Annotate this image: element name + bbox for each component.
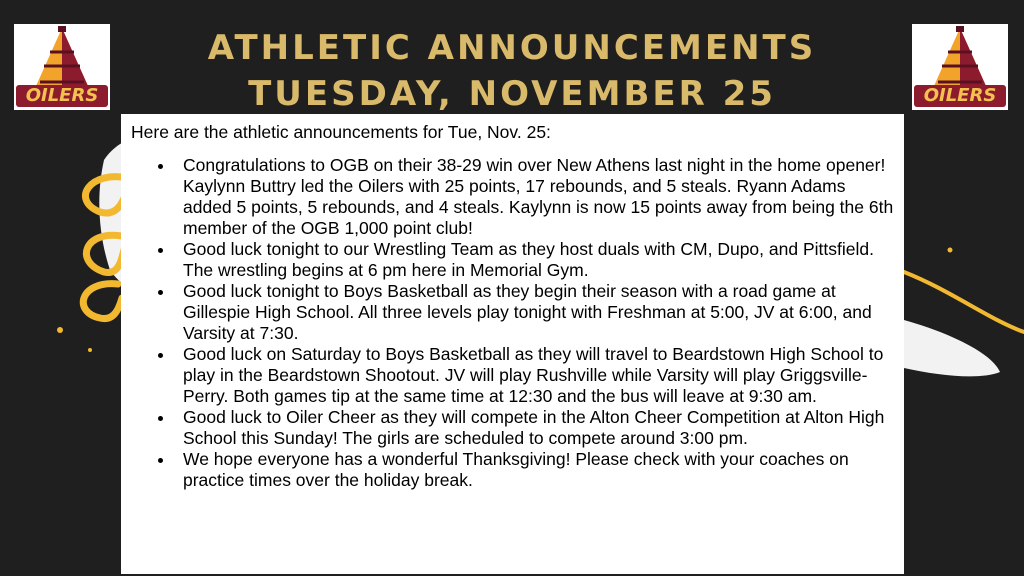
left-loop-3: [83, 284, 122, 319]
dot: [88, 348, 92, 352]
announcement-item: • Good luck on Saturday to Boys Basketball as they will travel to Beardstown High School to play in the Beardstown Shootout. JV will play Rushville while Varsity will play Griggsville-Perry. Both games tip at the same time at 12:30 and the bus will leave at 9:30 am.: [175, 344, 896, 407]
right-orange-line: [904, 272, 1024, 332]
announcements-panel: [121, 114, 904, 574]
announcement-item: • Congratulations to OGB on their 38-29 win over New Athens last night in the home opener! Kaylynn Buttry led the Oilers with 25 points, 17 rebounds, and 5 steals. Ryann Adams added 5 points, 5 rebounds, and 4 steals. Kaylynn is now 15 points away from being the 6th member of the OGB 1,000 point club!: [175, 155, 896, 239]
oilers-logo-right: [912, 24, 1008, 110]
dot: [57, 327, 63, 333]
oilers-wordmark: OILERS: [16, 85, 108, 107]
announcement-item: • Good luck tonight to Boys Basketball as they begin their season with a road game at Gillespie High School. All three levels play tonight with Freshman at 5:00, JV at 6:00, and Varsity at 7:30.: [175, 281, 896, 344]
title-line-1: ATHLETIC ANNOUNCEMENTS: [207, 28, 817, 68]
announcements-intro: Here are the athletic announcements for Tue, Nov. 25:: [131, 122, 551, 142]
oilers-wordmark: OILERS: [914, 85, 1006, 107]
right-white-blob: [904, 320, 1000, 376]
announcement-item: • We hope everyone has a wonderful Thanksgiving! Please check with your coaches on practice times over the holiday break.: [175, 449, 896, 491]
announcements-list: [131, 155, 896, 491]
oilers-logo-left: [14, 24, 110, 110]
announcement-item: • Good luck tonight to our Wrestling Team as they host duals with CM, Dupo, and Pittsfield. The wrestling begins at 6 pm here in Memorial Gym.: [175, 239, 896, 281]
dot: [948, 248, 953, 253]
announcement-item: • Good luck to Oiler Cheer as they will compete in the Alton Cheer Competition at Alton High School this Sunday! The girls are scheduled to compete around 3:00 pm.: [175, 407, 896, 449]
title-line-2: TUESDAY, NOVEMBER 25: [248, 74, 776, 114]
